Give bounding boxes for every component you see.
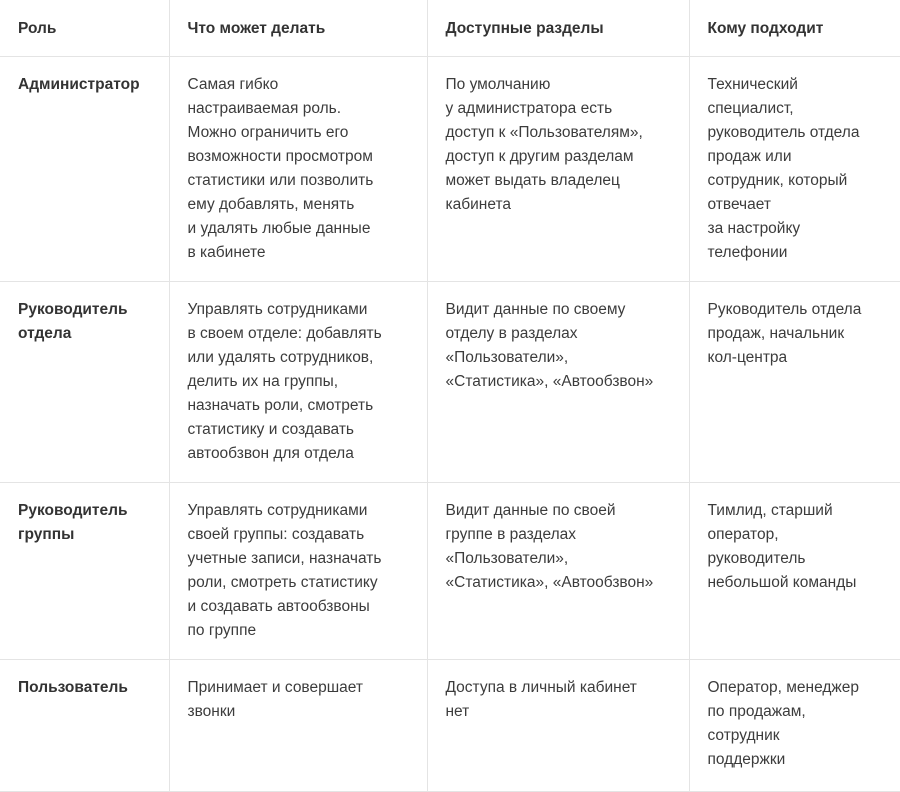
cell-text-line: Самая гибко [187, 75, 279, 93]
cell-text-line: отделу в разделах [445, 324, 578, 342]
cell-text-line: статистики или позволить [187, 171, 374, 189]
cell-text-line: Технический [707, 75, 798, 93]
cell-text-line: оператор, [707, 525, 779, 543]
header-suits: Кому подходит [689, 0, 900, 56]
cell-text-line: отдела [18, 324, 72, 342]
suits-cell [689, 281, 900, 482]
cell-text-line: Руководитель [18, 300, 128, 318]
cell-text-line: доступ к другим разделам [445, 147, 634, 165]
cell-text-line: автообзвон для отдела [187, 444, 354, 462]
cell-text-line: поддержки [707, 750, 786, 768]
cell-text-line: группе в разделах [445, 525, 577, 543]
cell-text-line: по группе [187, 621, 257, 639]
table-body [0, 56, 900, 791]
cell-text-line: Руководитель [18, 501, 128, 519]
cell-text-line: нет [445, 702, 470, 720]
cell-text-line: звонки [187, 702, 236, 720]
cell-text-line: своей группы: создавать [187, 525, 365, 543]
cell-text-line: в кабинете [187, 243, 266, 261]
cell-text-line: кабинета [445, 195, 511, 213]
can-do-cell [169, 482, 427, 659]
cell-text-line: назначать роли, смотреть [187, 396, 374, 414]
cell-text-line: Управлять сотрудниками [187, 300, 368, 318]
cell-text-line: Можно ограничить его [187, 123, 349, 141]
table-row [0, 482, 900, 659]
header-sections: Доступные разделы [427, 0, 689, 56]
cell-text-line: Администратор [18, 75, 140, 93]
header-role: Роль [0, 0, 169, 56]
cell-text-line: Пользователь [18, 678, 128, 696]
cell-text-line: небольшой команды [707, 573, 857, 591]
can-do-cell [169, 281, 427, 482]
cell-text-line: возможности просмотром [187, 147, 373, 165]
cell-text-line: по продажам, [707, 702, 806, 720]
suits-cell [689, 56, 900, 281]
cell-text-line: Руководитель отдела [707, 300, 862, 318]
cell-text-line: Оператор, менеджер [707, 678, 860, 696]
cell-text-line: в своем отделе: добавлять [187, 324, 382, 342]
cell-text-line: Видит данные по своему [445, 300, 626, 318]
cell-text-line: руководитель [707, 549, 806, 567]
cell-text-line: «Пользователи», [445, 348, 569, 366]
cell-text-line: учетные записи, назначать [187, 549, 382, 567]
cell-text-line: может выдать владелец [445, 171, 620, 189]
can-do-cell [169, 56, 427, 281]
cell-text-line: и создавать автообзвоны [187, 597, 370, 615]
cell-text-line: за настройку [707, 219, 801, 237]
role-cell [0, 56, 169, 281]
cell-text-line: настраиваемая роль. [187, 99, 342, 117]
cell-text-line: у администратора есть [445, 99, 613, 117]
cell-text-line: руководитель отдела [707, 123, 860, 141]
cell-text-line: специалист, [707, 99, 794, 117]
cell-text-line: Доступа в личный кабинет [445, 678, 637, 696]
cell-text-line: Видит данные по своей [445, 501, 616, 519]
suits-cell [689, 482, 900, 659]
cell-text-line: Принимает и совершает [187, 678, 363, 696]
cell-text-line: сотрудник [707, 726, 780, 744]
role-cell [0, 482, 169, 659]
sections-cell [427, 281, 689, 482]
header-can-do: Что может делать [169, 0, 427, 56]
role-cell [0, 659, 169, 791]
cell-text-line: роли, смотреть статистику [187, 573, 378, 591]
cell-text-line: и удалять любые данные [187, 219, 371, 237]
cell-text-line: или удалять сотрудников, [187, 348, 374, 366]
cell-text-line: доступ к «Пользователям», [445, 123, 643, 141]
cell-text-line: телефонии [707, 243, 788, 261]
cell-text-line: ему добавлять, менять [187, 195, 355, 213]
can-do-cell [169, 659, 427, 791]
cell-text-line: «Статистика», «Автообзвон» [445, 372, 654, 390]
table-row [0, 56, 900, 281]
sections-cell [427, 56, 689, 281]
cell-text-line: Управлять сотрудниками [187, 501, 368, 519]
cell-text-line: сотрудник, который [707, 171, 848, 189]
role-cell [0, 281, 169, 482]
cell-text-line: кол-центра [707, 348, 788, 366]
cell-text-line: статистику и создавать [187, 420, 355, 438]
table-header [0, 0, 900, 56]
cell-text-line: отвечает [707, 195, 771, 213]
table-row [0, 281, 900, 482]
header-row [0, 0, 900, 56]
cell-text-line: продаж, начальник [707, 324, 845, 342]
cell-text-line: делить их на группы, [187, 372, 339, 390]
cell-text-line: «Статистика», «Автообзвон» [445, 573, 654, 591]
cell-text-line: продаж или [707, 147, 792, 165]
sections-cell [427, 482, 689, 659]
cell-text-line: группы [18, 525, 75, 543]
cell-text-line: По умолчанию [445, 75, 551, 93]
cell-text-line: Тимлид, старший [707, 501, 833, 519]
sections-cell [427, 659, 689, 791]
cell-text-line: «Пользователи», [445, 549, 569, 567]
suits-cell [689, 659, 900, 791]
table-row [0, 659, 900, 791]
